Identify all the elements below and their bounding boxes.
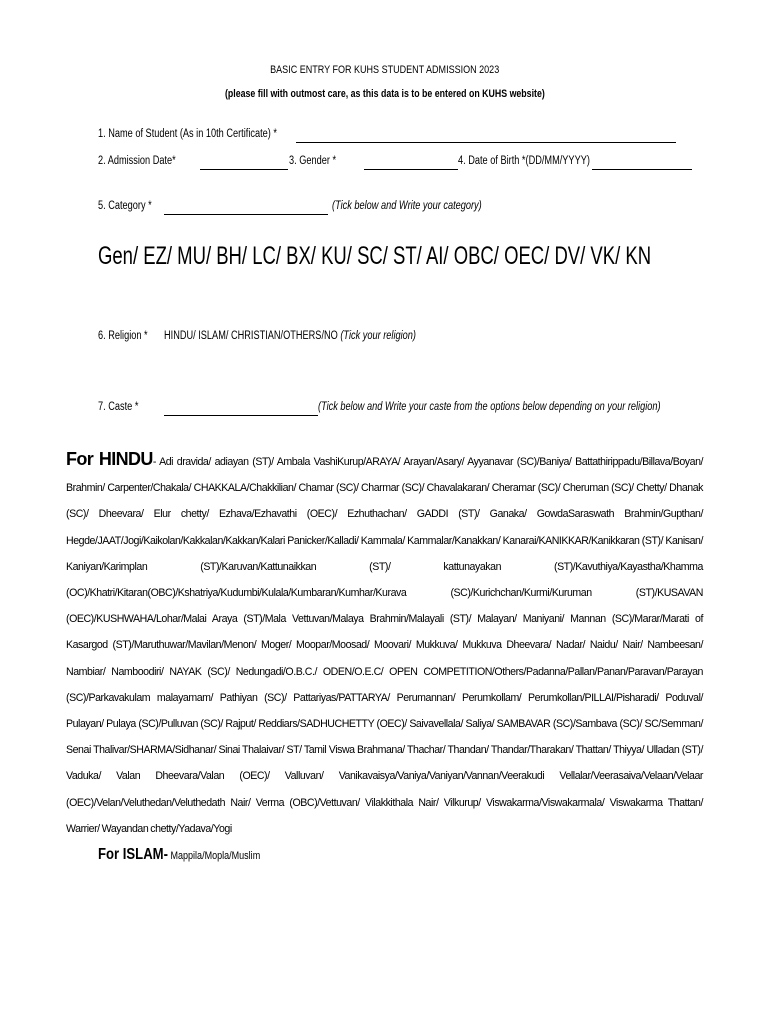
- category-blank[interactable]: [164, 203, 328, 215]
- admission-label: 2. Admission Date*: [98, 155, 176, 167]
- category-label-wrap: [98, 200, 165, 212]
- category-hint: (Tick below and Write your category): [332, 200, 482, 212]
- religion-hint: (Tick your religion): [340, 330, 416, 342]
- hindu-heading: For HINDU: [66, 449, 153, 469]
- name-label: 1. Name of Student (As in 10th Certificate) *: [98, 128, 277, 140]
- form-title: BASIC ENTRY FOR KUHS STUDENT ADMISSION 2023: [270, 64, 500, 76]
- caste-hint: (Tick below and Write your caste from the options below depending on your religion): [318, 401, 661, 413]
- islam-row: [98, 846, 296, 864]
- religion-options: HINDU/ ISLAM/ CHRISTIAN/OTHERS/NO: [164, 330, 338, 342]
- name-field-row: [98, 128, 322, 140]
- religion-options-wrap: [164, 330, 479, 342]
- category-label: 5. Category *: [98, 200, 152, 212]
- form-subtitle: (please fill with outmost care, as this data is to be entered on KUHS website): [225, 88, 545, 100]
- caste-label: 7. Caste *: [98, 401, 139, 413]
- hindu-caste-list: [66, 446, 703, 842]
- category-options: Gen/ EZ/ MU/ BH/ LC/ BX/ KU/ SC/ ST/ AI/ OBC/ OEC/ DV/ VK/ KN: [98, 242, 652, 270]
- caste-hint-wrap: [318, 401, 746, 413]
- gender-blank[interactable]: [364, 158, 458, 170]
- gender-label: 3. Gender *: [289, 155, 337, 167]
- religion-label-wrap: [98, 330, 160, 342]
- religion-label: 6. Religion *: [98, 330, 148, 342]
- name-blank[interactable]: [296, 131, 676, 143]
- caste-label-wrap: [98, 401, 149, 413]
- admission-label-wrap: [98, 155, 195, 167]
- islam-text: Mappila/Mopla/Muslim: [167, 850, 261, 862]
- admission-date-blank[interactable]: [200, 158, 288, 170]
- islam-heading: For ISLAM-: [98, 846, 168, 863]
- caste-blank[interactable]: [164, 404, 318, 416]
- dob-blank[interactable]: [592, 158, 692, 170]
- category-hint-wrap: [332, 200, 519, 212]
- gender-label-wrap: [289, 155, 348, 167]
- hindu-text: - Adi dravida/ adiayan (ST)/ Ambala VashiKurup/ARAYA/ Arayan/Asary/ Ayyanavar (SC)/Baniya/ Battathirippadu/Billava/Boyan/ Brahmin/ Carpenter/Chakala/ CHAKKALA/Chakkilian/ Chamar (SC)/ Charmar (SC)/ Chavalakaran/ Cheramar (SC)/ Cheruman (SC)/ Chetty/ Dhanak (SC)/ Dheevara/ Elur chetty/ Ezhava/Ezhavathi (OEC)/ Ezhuthachan/ GADDI (ST)/ Ganaka/ GowdaSaraswath Brahmin/Gupthan/ Hegde/JAAT/Jogi/Kaikolan/Kakkalan/Kakkan/Kalari Panicker/Kalladi/ Kammala/ Kammalar/Kanakkan/ Kanarai/KANIKKAR/Kanikkaran (ST)/ Kanisan/ Kaniyan/Karimplan (ST)/Karuvan/Kattunaikkan (ST)/ kattunayakan (ST)/Kavuthiya/Kayastha/Khamma (OC)/Khatri/Kitaran(OBC)/Kshatriya/Kudumbi/Kulala/Kumbaran/Kumhar/Kurava (SC)/Kurichchan/Kurmi/Kuruman (ST)/KUSAVAN (OEC)/KUSHWAHA/Lohar/Malai Araya (ST)/Mala Vettuvan/Malaya Brahmin/Malayali (ST)/ Malayan/ Maniyani/ Mannan (SC)/Marar/Marati of Kasargod (ST)/Maruthuwar/Mavilan/Menon/ Moger/ Moopar/Moosad/ Moovari/ Mukkuva/ Mukkuva Dheevara/ Nadar/ Naidu/ Nair/ Nambeesan/ Nambiar/ Namboodiri/ NAYAK (SC)/ Nedungadi/O.B.C./ ODEN/O.E.C/ OPEN COMPETITION/Others/Padanna/Pallan/Panan/Paravan/Parayan (SC)/Parkavakulam malayamam/ Pathiyan (SC)/ Pattariyas/PATTARYA/ Perumannan/ Perumkollam/ Perumkollan/PILLAI/Pisharadi/ Poduval/ Pulayan/ Pulaya (SC)/Pulluvan (SC)/ Rajput/ Reddiars/SADHUCHETTY (OEC)/ Saivavellala/ Saliya/ SAMBAVAR (SC)/Sambava (SC)/ SC/Semman/ Senai Thalivar/SHARMA/Sidhanar/ Sinai Thalaivar/ ST/ Tamil Viswa Brahmana/ Thachar/ Thandan/ Thandar/Tharakan/ Thattan/ Thiyya/ Ulladan (ST)/ Vaduka/ Valan Dheevara/Valan (OEC)/ Valluvan/ Vanikavaisya/Vaniya/Vaniyan/Vannan/Veerakudi Vellalar/Veerasaiva/Velaan/Velaar (OEC)/Velan/Veluthedan/Veluthedath Nair/ Verma (OBC)/Vettuvan/ Vilakkithala Nair/ Vilkurup/ Viswakarma/Viswakarmala/ Viswakarma Thattan/ Warrier/ Wayandan chetty/Yadava/Yogi: [66, 456, 703, 835]
- dob-label: 4. Date of Birth *(DD/MM/YYYY): [458, 155, 590, 167]
